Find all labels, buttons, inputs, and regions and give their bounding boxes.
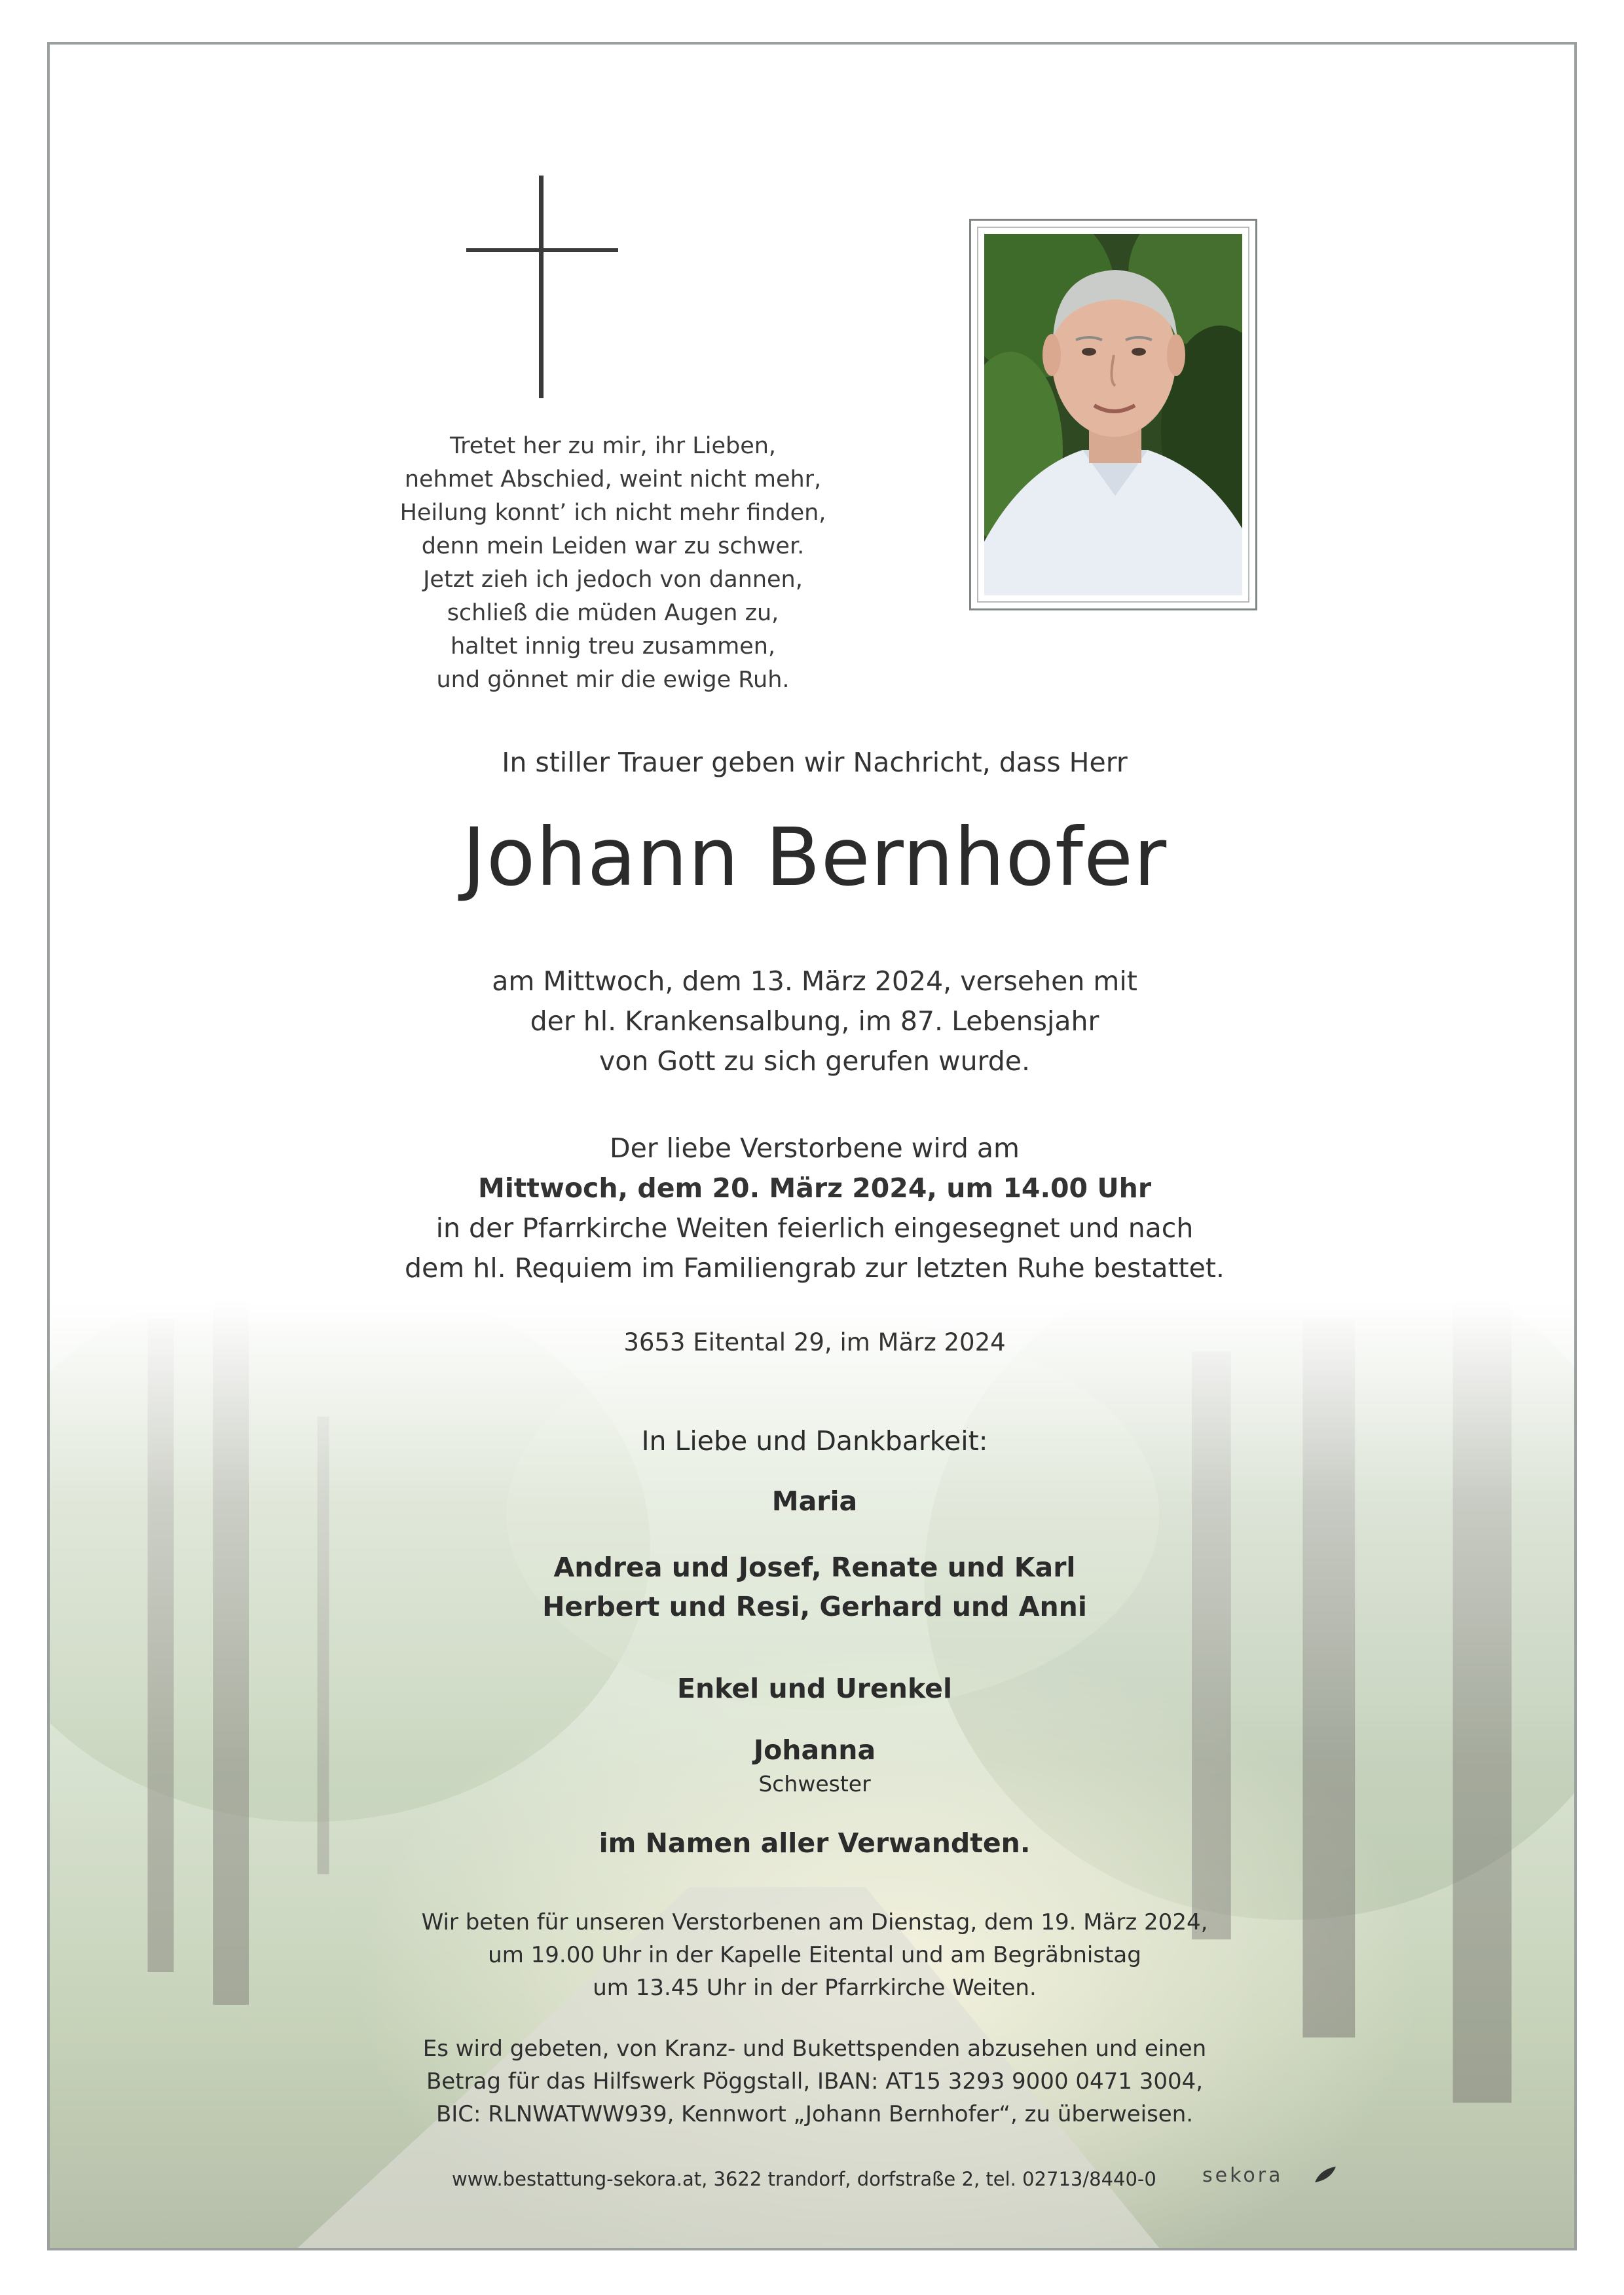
place-date: 3653 Eitental 29, im März 2024 — [623, 1328, 1006, 1356]
poem-line: Jetzt zieh ich jedoch von dannen, — [423, 567, 803, 593]
sekora-logo — [1202, 2164, 1333, 2203]
death-details — [50, 961, 1577, 1081]
mourners-heading: In Liebe und Dankbarkeit: — [641, 1425, 988, 1457]
funeral-line: dem hl. Requiem im Familiengrab zur letzten Ruhe bestattet. — [405, 1252, 1225, 1284]
death-line: am Mittwoch, dem 13. März 2024, versehen mit — [492, 965, 1137, 997]
poem-line: denn mein Leiden war zu schwer. — [421, 533, 805, 559]
page-frame — [47, 42, 1577, 2250]
prayer-note — [50, 1906, 1577, 2004]
mourner-sister-relation: Schwester — [758, 1771, 871, 1797]
intro-text: In stiller Trauer geben wir Nachricht, dass Herr — [502, 747, 1128, 778]
mourners-closing: im Namen aller Verwandten. — [599, 1827, 1031, 1859]
prayer-line: um 19.00 Uhr in der Kapelle Eitental und am Begräbnistag — [488, 1942, 1141, 1968]
mourner-line: Andrea und Josef, Renate und Karl — [553, 1552, 1076, 1583]
leaf-icon — [1314, 2165, 1337, 2184]
mourner-children — [50, 1548, 1577, 1626]
donation-note — [50, 2032, 1577, 2131]
portrait-photo — [984, 234, 1242, 595]
prayer-line: Wir beten für unseren Verstorbenen am Dienstag, dem 19. März 2024, — [421, 1909, 1208, 1935]
funeral-details — [50, 1129, 1577, 1288]
prayer-line: um 13.45 Uhr in der Pfarrkirche Weiten. — [593, 1975, 1037, 2001]
donation-line: BIC: RLNWATWW939, Kennwort „Johann Bernhofer“, zu überweisen. — [435, 2101, 1194, 2127]
footer-address: www.bestattung-sekora.at, 3622 trandorf, dorfstraße 2, tel. 02713/8440-0 — [452, 2168, 1156, 2190]
cross-icon — [466, 176, 618, 398]
portrait-frame — [969, 219, 1257, 610]
funeral-date: Mittwoch, dem 20. März 2024, um 14.00 Uhr — [477, 1172, 1152, 1204]
donation-line: Es wird gebeten, von Kranz- und Bukettspenden abzusehen und einen — [422, 2036, 1207, 2062]
funeral-line: Der liebe Verstorbene wird am — [610, 1132, 1020, 1164]
poem-line: nehmet Abschied, weint nicht mehr, — [404, 466, 822, 493]
donation-line: Betrag für das Hilfswerk Pöggstall, IBAN: AT15 3293 9000 0471 3004, — [426, 2068, 1204, 2095]
mourner-grandchildren: Enkel und Urenkel — [676, 1673, 953, 1704]
logo-text: sekora — [1202, 2164, 1283, 2187]
mourner-line: Herbert und Resi, Gerhard und Anni — [542, 1591, 1087, 1622]
mourner-spouse: Maria — [771, 1485, 858, 1517]
death-line: von Gott zu sich gerufen wurde. — [599, 1045, 1030, 1077]
poem-line: Tretet her zu mir, ihr Lieben, — [449, 433, 777, 459]
poem-line: schließ die müden Augen zu, — [447, 600, 779, 626]
poem-line: haltet innig treu zusammen, — [450, 633, 776, 660]
mourner-sister: Johanna — [753, 1734, 876, 1766]
deceased-name: Johann Bernhofer — [462, 811, 1168, 904]
poem — [325, 430, 901, 697]
poem-line: und gönnet mir die ewige Ruh. — [436, 667, 790, 693]
poem-line: Heilung konnt’ ich nicht mehr finden, — [399, 500, 826, 526]
death-line: der hl. Krankensalbung, im 87. Lebensjahr — [530, 1005, 1099, 1037]
funeral-line: in der Pfarrkirche Weiten feierlich eingesegnet und nach — [435, 1212, 1194, 1244]
